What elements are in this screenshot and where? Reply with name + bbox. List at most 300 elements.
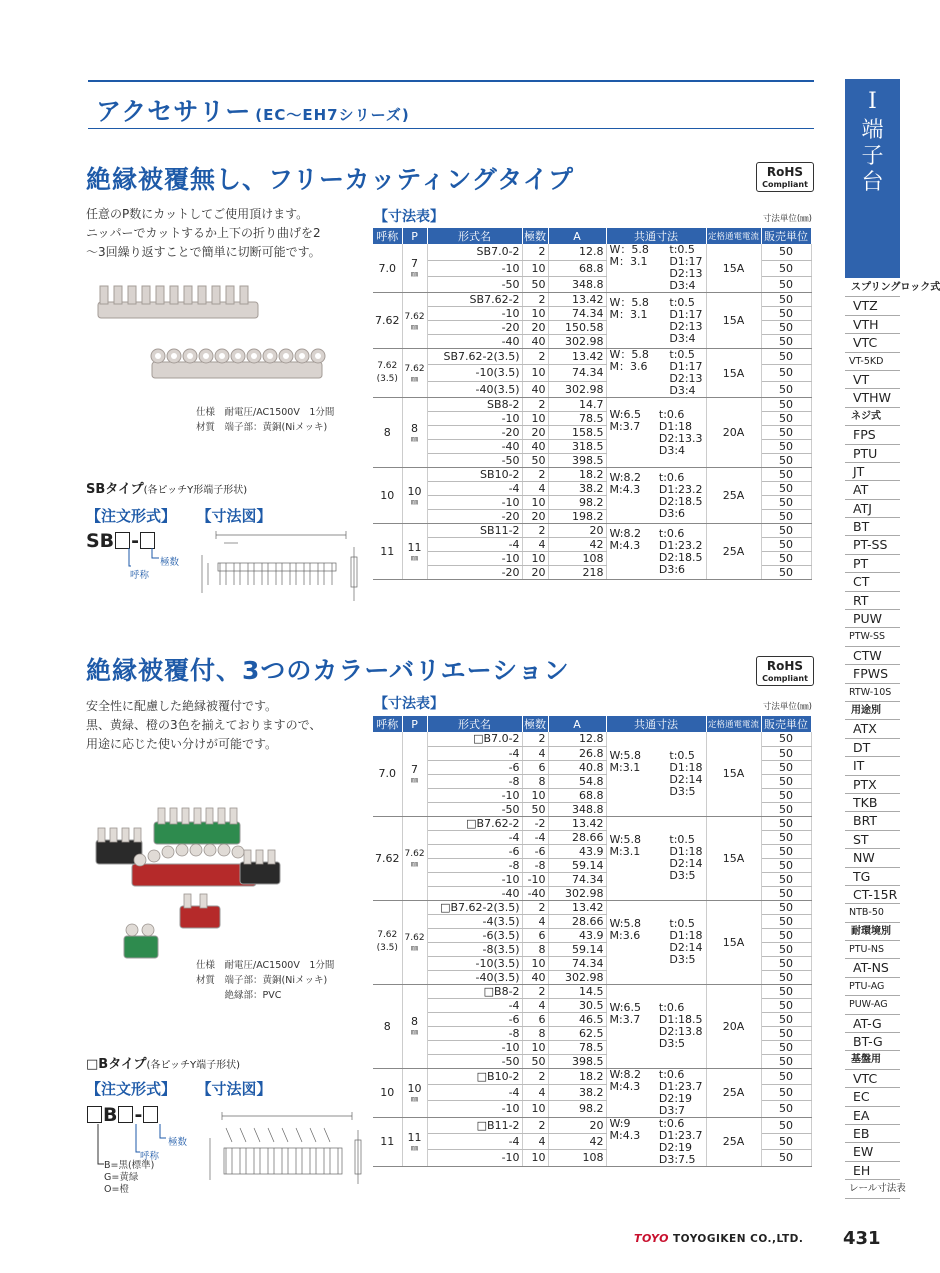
cell-model: -10 <box>427 307 522 321</box>
col-header: 呼称 <box>373 228 402 244</box>
cell-model: SB10-2 <box>427 468 522 482</box>
sidebar-item[interactable]: FPS <box>845 426 900 444</box>
cell-sales-unit: 50 <box>761 956 811 970</box>
cell-dim-a: 62.5 <box>548 1026 606 1040</box>
cell-poles: 2 <box>522 1068 548 1084</box>
cell-dim-a: 13.42 <box>548 293 606 307</box>
rohs-label: RoHS <box>766 659 804 673</box>
col-header: 販売単位 <box>761 716 811 732</box>
cell-rated-current: 25A <box>706 468 761 524</box>
cell-poles: 2 <box>522 398 548 412</box>
cell-model: -6 <box>427 844 522 858</box>
cell-sales-unit: 50 <box>761 760 811 774</box>
sidebar-item[interactable]: ATX <box>845 720 900 738</box>
spec-line: 仕様 耐電圧/AC1500V 1分間 <box>196 960 335 971</box>
rohs-sub: Compliant <box>762 180 808 189</box>
cell-pitch: 11 ㎜ <box>402 524 427 580</box>
sidebar-item[interactable]: PUW <box>845 610 900 628</box>
cell-dim-a: 68.8 <box>548 260 606 276</box>
cell-rated-current: 15A <box>706 349 761 398</box>
cell-poles: 4 <box>522 746 548 760</box>
cell-poles: 2 <box>522 468 548 482</box>
sidebar-item[interactable]: VTC <box>845 1070 900 1088</box>
cell-model: □B11-2 <box>427 1117 522 1133</box>
cell-dim-a: 98.2 <box>548 496 606 510</box>
cell-dim-a: 20 <box>548 524 606 538</box>
cell-rated-current: 15A <box>706 244 761 293</box>
cell-model: -4 <box>427 746 522 760</box>
sidebar-item[interactable]: VTC <box>845 334 900 352</box>
col-header: A <box>548 228 606 244</box>
cell-sales-unit: 50 <box>761 440 811 454</box>
sidebar-item[interactable]: BT <box>845 518 900 536</box>
sidebar-item[interactable]: RT <box>845 592 900 610</box>
cell-model: -20 <box>427 321 522 335</box>
cell-dim-a: 26.8 <box>548 746 606 760</box>
cell-dim-a: 108 <box>548 1150 606 1166</box>
cell-model: -20 <box>427 566 522 580</box>
table-row <box>373 524 811 538</box>
sidebar-item[interactable]: PTU-AG <box>845 978 900 996</box>
cell-sales-unit: 50 <box>761 1068 811 1084</box>
b-product-photo <box>84 800 364 970</box>
cell-size-name: 11 <box>373 524 402 580</box>
cell-size-name: 10 <box>373 468 402 524</box>
cell-model: -10 <box>427 260 522 276</box>
cell-rated-current: 15A <box>706 816 761 900</box>
cell-pitch: 7.62 ㎜ <box>402 900 427 984</box>
cell-dim-a: 398.5 <box>548 454 606 468</box>
col-header: P <box>402 716 427 732</box>
cell-model: -10 <box>427 496 522 510</box>
sidebar-item[interactable]: TKB <box>845 794 900 812</box>
sidebar-item[interactable]: ST <box>845 831 900 849</box>
sidebar-item[interactable]: PUW-AG <box>845 996 900 1014</box>
cell-model: -4 <box>427 1084 522 1100</box>
cell-dim-a: 59.14 <box>548 858 606 872</box>
sidebar-item[interactable]: DT <box>845 739 900 757</box>
cell-model: -40 <box>427 440 522 454</box>
cell-poles: 10 <box>522 552 548 566</box>
section2-unit-note: 寸法単位(㎜) <box>762 702 812 712</box>
cell-dim-a: 348.8 <box>548 276 606 292</box>
cell-poles: 2 <box>522 732 548 746</box>
name-box <box>115 532 130 549</box>
cell-model: -4 <box>427 482 522 496</box>
cell-model: -10 <box>427 412 522 426</box>
note-name: 呼称 <box>140 1151 160 1162</box>
cell-dim-a: 13.42 <box>548 349 606 365</box>
sidebar-item[interactable]: EH <box>845 1162 900 1180</box>
cell-poles: 10 <box>522 307 548 321</box>
cell-model: -4 <box>427 1133 522 1149</box>
section1-rohs-badge <box>756 162 814 192</box>
cell-poles: 10 <box>522 260 548 276</box>
order-leader-lines <box>119 548 164 570</box>
col-header: 形式名 <box>427 228 522 244</box>
sidebar-item[interactable]: NW <box>845 849 900 867</box>
cell-dim-a: 78.5 <box>548 412 606 426</box>
cell-sales-unit: 50 <box>761 1012 811 1026</box>
sidebar-item[interactable]: AT-G <box>845 1015 900 1033</box>
cell-pitch: 7.62 ㎜ <box>402 816 427 900</box>
cell-poles: 10 <box>522 1150 548 1166</box>
cell-model: -50 <box>427 1054 522 1068</box>
cell-sales-unit: 50 <box>761 900 811 914</box>
sidebar-chapter-tab[interactable] <box>845 79 900 279</box>
cell-dim-a: 74.34 <box>548 872 606 886</box>
cell-model: -40(3.5) <box>427 970 522 984</box>
cell-pitch: 11 ㎜ <box>402 1117 427 1166</box>
cell-sales-unit: 50 <box>761 1054 811 1068</box>
cell-rated-current: 20A <box>706 398 761 468</box>
cell-dim-a: 18.2 <box>548 468 606 482</box>
sidebar-item[interactable]: JT <box>845 463 900 481</box>
cell-sales-unit: 50 <box>761 746 811 760</box>
cell-poles: -2 <box>522 816 548 830</box>
cell-pitch: 7.62 ㎜ <box>402 349 427 398</box>
drawing-heading: 【寸法図】 <box>204 1080 272 1098</box>
page-number: 431 <box>843 1228 881 1249</box>
cell-sales-unit: 50 <box>761 510 811 524</box>
sidebar-category: ネジ式 <box>845 408 900 426</box>
sidebar-item[interactable]: IT <box>845 757 900 775</box>
cell-model: -4 <box>427 830 522 844</box>
col-header: 共通寸法 <box>606 228 706 244</box>
cell-dim-a: 38.2 <box>548 1084 606 1100</box>
cell-poles: 40 <box>522 335 548 349</box>
cell-dim-a: 38.2 <box>548 482 606 496</box>
sidebar-item[interactable]: AT-NS <box>845 959 900 977</box>
cell-model: -40 <box>427 335 522 349</box>
sidebar-item[interactable]: TG <box>845 868 900 886</box>
desc-line: ニッパーでカットするか上下の折り曲げを2 <box>86 226 321 240</box>
cell-dim-a: 14.7 <box>548 398 606 412</box>
col-header: A <box>548 716 606 732</box>
cell-rated-current: 15A <box>706 293 761 349</box>
cell-poles: 10 <box>522 496 548 510</box>
cell-dim-a: 302.98 <box>548 335 606 349</box>
cell-size-name: 7.0 <box>373 244 402 293</box>
cell-model: -10 <box>427 788 522 802</box>
cell-poles: 4 <box>522 1133 548 1149</box>
cell-pitch: 8 ㎜ <box>402 398 427 468</box>
cell-sales-unit: 50 <box>761 788 811 802</box>
section2-spec <box>196 958 334 1003</box>
sidebar-item[interactable]: PTX <box>845 776 900 794</box>
cell-dim-a: 218 <box>548 566 606 580</box>
cell-sales-unit: 50 <box>761 970 811 984</box>
col-header: 呼称 <box>373 716 402 732</box>
cell-common-dims: W:5.8 M:3.1 t:0.5 D1:18 D2:14 D3:5 <box>606 816 706 900</box>
cell-model: -10(3.5) <box>427 956 522 970</box>
cell-pitch: 7 ㎜ <box>402 732 427 816</box>
cell-sales-unit: 50 <box>761 454 811 468</box>
sidebar-category: 基盤用 <box>845 1051 900 1069</box>
cell-poles: 2 <box>522 524 548 538</box>
cell-sales-unit: 50 <box>761 1026 811 1040</box>
company-logo <box>634 1232 803 1245</box>
cell-pitch: 10 ㎜ <box>402 1068 427 1117</box>
sidebar-item[interactable]: レール寸法表 <box>845 1180 900 1198</box>
rohs-sub: Compliant <box>762 674 808 683</box>
cell-poles: 40 <box>522 970 548 984</box>
b-dimension-drawing <box>202 1108 368 1188</box>
sidebar-item[interactable]: BT-G <box>845 1033 900 1051</box>
cell-poles: 10 <box>522 1101 548 1117</box>
table-row <box>373 984 811 998</box>
order-prefix: SB <box>86 530 115 552</box>
cell-sales-unit: 50 <box>761 1084 811 1100</box>
cell-sales-unit: 50 <box>761 1117 811 1133</box>
cell-poles: 50 <box>522 802 548 816</box>
cell-dim-a: 14.5 <box>548 984 606 998</box>
cell-dim-a: 108 <box>548 552 606 566</box>
table-row <box>373 900 811 914</box>
cell-dim-a: 54.8 <box>548 774 606 788</box>
cell-sales-unit: 50 <box>761 426 811 440</box>
cell-dim-a: 13.42 <box>548 900 606 914</box>
cell-pitch: 10 ㎜ <box>402 468 427 524</box>
cell-poles: 4 <box>522 914 548 928</box>
sidebar-item[interactable]: EW <box>845 1143 900 1161</box>
note-poles: 極数 <box>160 557 180 568</box>
cell-poles: 20 <box>522 510 548 524</box>
cell-sales-unit: 50 <box>761 928 811 942</box>
section2-description <box>86 697 356 754</box>
col-header: 共通寸法 <box>606 716 706 732</box>
cell-model: -40(3.5) <box>427 381 522 397</box>
cell-rated-current: 25A <box>706 524 761 580</box>
sidebar-item[interactable]: EC <box>845 1088 900 1106</box>
cell-size-name: 7.0 <box>373 732 402 816</box>
cell-sales-unit: 50 <box>761 538 811 552</box>
poles-box <box>143 1106 158 1123</box>
cell-model: -20 <box>427 510 522 524</box>
cell-pitch: 7.62 ㎜ <box>402 293 427 349</box>
cell-dim-a: 46.5 <box>548 1012 606 1026</box>
cell-rated-current: 25A <box>706 1117 761 1166</box>
cell-model: □B7.62-2(3.5) <box>427 900 522 914</box>
cell-dim-a: 18.2 <box>548 1068 606 1084</box>
cell-dim-a: 318.5 <box>548 440 606 454</box>
cell-dim-a: 28.66 <box>548 914 606 928</box>
order-format-heading: 【注文形式】 <box>86 1080 177 1098</box>
cell-sales-unit: 50 <box>761 307 811 321</box>
cell-model: -50 <box>427 276 522 292</box>
cell-dim-a: 348.8 <box>548 802 606 816</box>
cell-sales-unit: 50 <box>761 732 811 746</box>
section2-subheads <box>86 1078 300 1099</box>
order-dash: - <box>131 530 140 552</box>
sidebar-item[interactable]: VTZ <box>845 297 900 315</box>
cell-poles: -40 <box>522 886 548 900</box>
cell-size-name: 8 <box>373 984 402 1068</box>
section1-spec <box>196 405 334 435</box>
note-poles: 極数 <box>168 1137 188 1148</box>
cell-poles: 10 <box>522 412 548 426</box>
page-heading-series: (EC～EH7シリーズ) <box>255 106 410 124</box>
cell-poles: -4 <box>522 830 548 844</box>
cell-poles: 4 <box>522 998 548 1012</box>
cell-common-dims: W:8.2 M:4.3 t:0.6 D1:23.7 D2:19 D3:7 <box>606 1068 706 1117</box>
sidebar-item[interactable]: CTW <box>845 647 900 665</box>
name-box <box>118 1106 133 1123</box>
cell-model: -4 <box>427 538 522 552</box>
cell-sales-unit: 50 <box>761 276 811 292</box>
cell-rated-current: 20A <box>706 984 761 1068</box>
cell-poles: 50 <box>522 1054 548 1068</box>
cell-sales-unit: 50 <box>761 844 811 858</box>
cell-model: -4 <box>427 998 522 1012</box>
col-header: 形式名 <box>427 716 522 732</box>
cell-dim-a: 68.8 <box>548 788 606 802</box>
cell-poles: 20 <box>522 321 548 335</box>
cell-sales-unit: 50 <box>761 830 811 844</box>
sidebar-category: 用途別 <box>845 702 900 720</box>
sidebar-item[interactable]: NTB-50 <box>845 904 900 922</box>
cell-model: □B7.62-2 <box>427 816 522 830</box>
sidebar-item[interactable]: ATJ <box>845 500 900 518</box>
cell-model: □B7.0-2 <box>427 732 522 746</box>
cell-dim-a: 74.34 <box>548 365 606 381</box>
desc-line: ～3回繰り返すことで簡単に切断可能です。 <box>86 245 321 259</box>
company-name: TOYOGIKEN CO.,LTD. <box>672 1233 804 1245</box>
cell-poles: 10 <box>522 1040 548 1054</box>
cell-model: □B8-2 <box>427 984 522 998</box>
cell-poles: 6 <box>522 1012 548 1026</box>
sidebar-item[interactable]: PTU-NS <box>845 941 900 959</box>
order-dash: - <box>134 1104 143 1126</box>
cell-size-name: 8 <box>373 398 402 468</box>
cell-sales-unit: 50 <box>761 335 811 349</box>
sidebar-item[interactable]: FPWS <box>845 665 900 683</box>
header-rule <box>88 80 814 82</box>
cell-sales-unit: 50 <box>761 552 811 566</box>
cell-sales-unit: 50 <box>761 886 811 900</box>
sidebar-item[interactable]: PTW-SS <box>845 628 900 646</box>
type-sub: (各ピッチY形端子形状) <box>143 485 248 496</box>
cell-model: SB7.62-2(3.5) <box>427 349 522 365</box>
cell-model: -8 <box>427 858 522 872</box>
page-heading <box>96 92 410 128</box>
col-header: 定格通電電流 <box>706 716 761 732</box>
cell-poles: 6 <box>522 760 548 774</box>
sb-product-photo <box>92 278 332 398</box>
cell-poles: 40 <box>522 381 548 397</box>
cell-model: □B10-2 <box>427 1068 522 1084</box>
cell-dim-a: 12.8 <box>548 244 606 260</box>
sidebar-item[interactable]: AT <box>845 481 900 499</box>
sidebar-item[interactable]: PT <box>845 555 900 573</box>
table-row <box>373 349 811 365</box>
sidebar-item[interactable]: EB <box>845 1125 900 1143</box>
section2-dimension-table <box>373 716 812 1167</box>
cell-dim-a: 43.9 <box>548 928 606 942</box>
sidebar-item[interactable]: CT <box>845 573 900 591</box>
cell-pitch: 7 ㎜ <box>402 244 427 293</box>
cell-poles: 4 <box>522 1084 548 1100</box>
cell-sales-unit: 50 <box>761 398 811 412</box>
cell-model: -10 <box>427 552 522 566</box>
cell-dim-a: 74.34 <box>548 956 606 970</box>
cell-model: -20 <box>427 426 522 440</box>
sidebar-item[interactable]: VT <box>845 371 900 389</box>
desc-line: 用途に応じた使い分けが可能です。 <box>86 737 278 751</box>
section2-title: 絶縁被覆付、3つのカラーバリエーション <box>86 656 570 685</box>
cell-common-dims: W:5.8 M:3.6 t:0.5 D1:18 D2:14 D3:5 <box>606 900 706 984</box>
sidebar-item[interactable]: PTU <box>845 445 900 463</box>
cell-model: -6 <box>427 760 522 774</box>
cell-poles: 10 <box>522 788 548 802</box>
sidebar-category: 耐環境別 <box>845 923 900 941</box>
sidebar-item[interactable]: VTHW <box>845 389 900 407</box>
sidebar-item[interactable]: EA <box>845 1107 900 1125</box>
cell-dim-a: 198.2 <box>548 510 606 524</box>
order-format-heading: 【注文形式】 <box>86 507 177 525</box>
cell-sales-unit: 50 <box>761 998 811 1012</box>
cell-model: -6 <box>427 1012 522 1026</box>
cell-model: SB7.62-2 <box>427 293 522 307</box>
type-sub: (各ピッチY端子形状) <box>146 1060 241 1071</box>
order-leader-lines-2 <box>94 1124 174 1168</box>
cell-dim-a: 12.8 <box>548 732 606 746</box>
cell-poles: 8 <box>522 942 548 956</box>
cell-sales-unit: 50 <box>761 412 811 426</box>
cell-sales-unit: 50 <box>761 381 811 397</box>
cell-model: -8 <box>427 1026 522 1040</box>
cell-dim-a: 302.98 <box>548 886 606 900</box>
cell-rated-current: 15A <box>706 900 761 984</box>
table-header-row <box>373 228 811 244</box>
company-mark: TOYO <box>634 1232 669 1245</box>
sidebar-item[interactable]: CT-15R <box>845 886 900 904</box>
cell-common-dims: W:8.2 M:4.3 t:0.6 D1:23.2 D2:18.5 D3:6 <box>606 468 706 524</box>
poles-box <box>140 532 155 549</box>
cell-model: -10 <box>427 872 522 886</box>
sidebar-item[interactable]: BRT <box>845 812 900 830</box>
cell-poles: -6 <box>522 844 548 858</box>
sidebar-item[interactable]: PT-SS <box>845 536 900 554</box>
cell-rated-current: 25A <box>706 1068 761 1117</box>
cell-sales-unit: 50 <box>761 942 811 956</box>
cell-sales-unit: 50 <box>761 1150 811 1166</box>
sidebar-item[interactable]: VTH <box>845 316 900 334</box>
cell-sales-unit: 50 <box>761 468 811 482</box>
table-row <box>373 398 811 412</box>
cell-sales-unit: 50 <box>761 802 811 816</box>
col-header: 極数 <box>524 718 547 731</box>
cell-poles: 10 <box>522 956 548 970</box>
chapter-label: 端 子 台 <box>861 118 884 195</box>
cell-poles: 20 <box>522 426 548 440</box>
sidebar-item[interactable]: VT-5KD <box>845 353 900 371</box>
cell-poles: 40 <box>522 440 548 454</box>
cell-sales-unit: 50 <box>761 482 811 496</box>
sidebar-item[interactable]: RTW-10S <box>845 684 900 702</box>
cell-sales-unit: 50 <box>761 496 811 510</box>
table-header-row <box>373 716 811 732</box>
section1-type-title <box>86 478 247 497</box>
rohs-label: RoHS <box>766 165 804 179</box>
cell-poles: 8 <box>522 774 548 788</box>
cell-dim-a: 59.14 <box>548 942 606 956</box>
cell-sales-unit: 50 <box>761 244 811 260</box>
cell-dim-a: 74.34 <box>548 307 606 321</box>
sidebar-index <box>845 79 940 1199</box>
cell-dim-a: 98.2 <box>548 1101 606 1117</box>
note-name: 呼称 <box>130 570 150 581</box>
